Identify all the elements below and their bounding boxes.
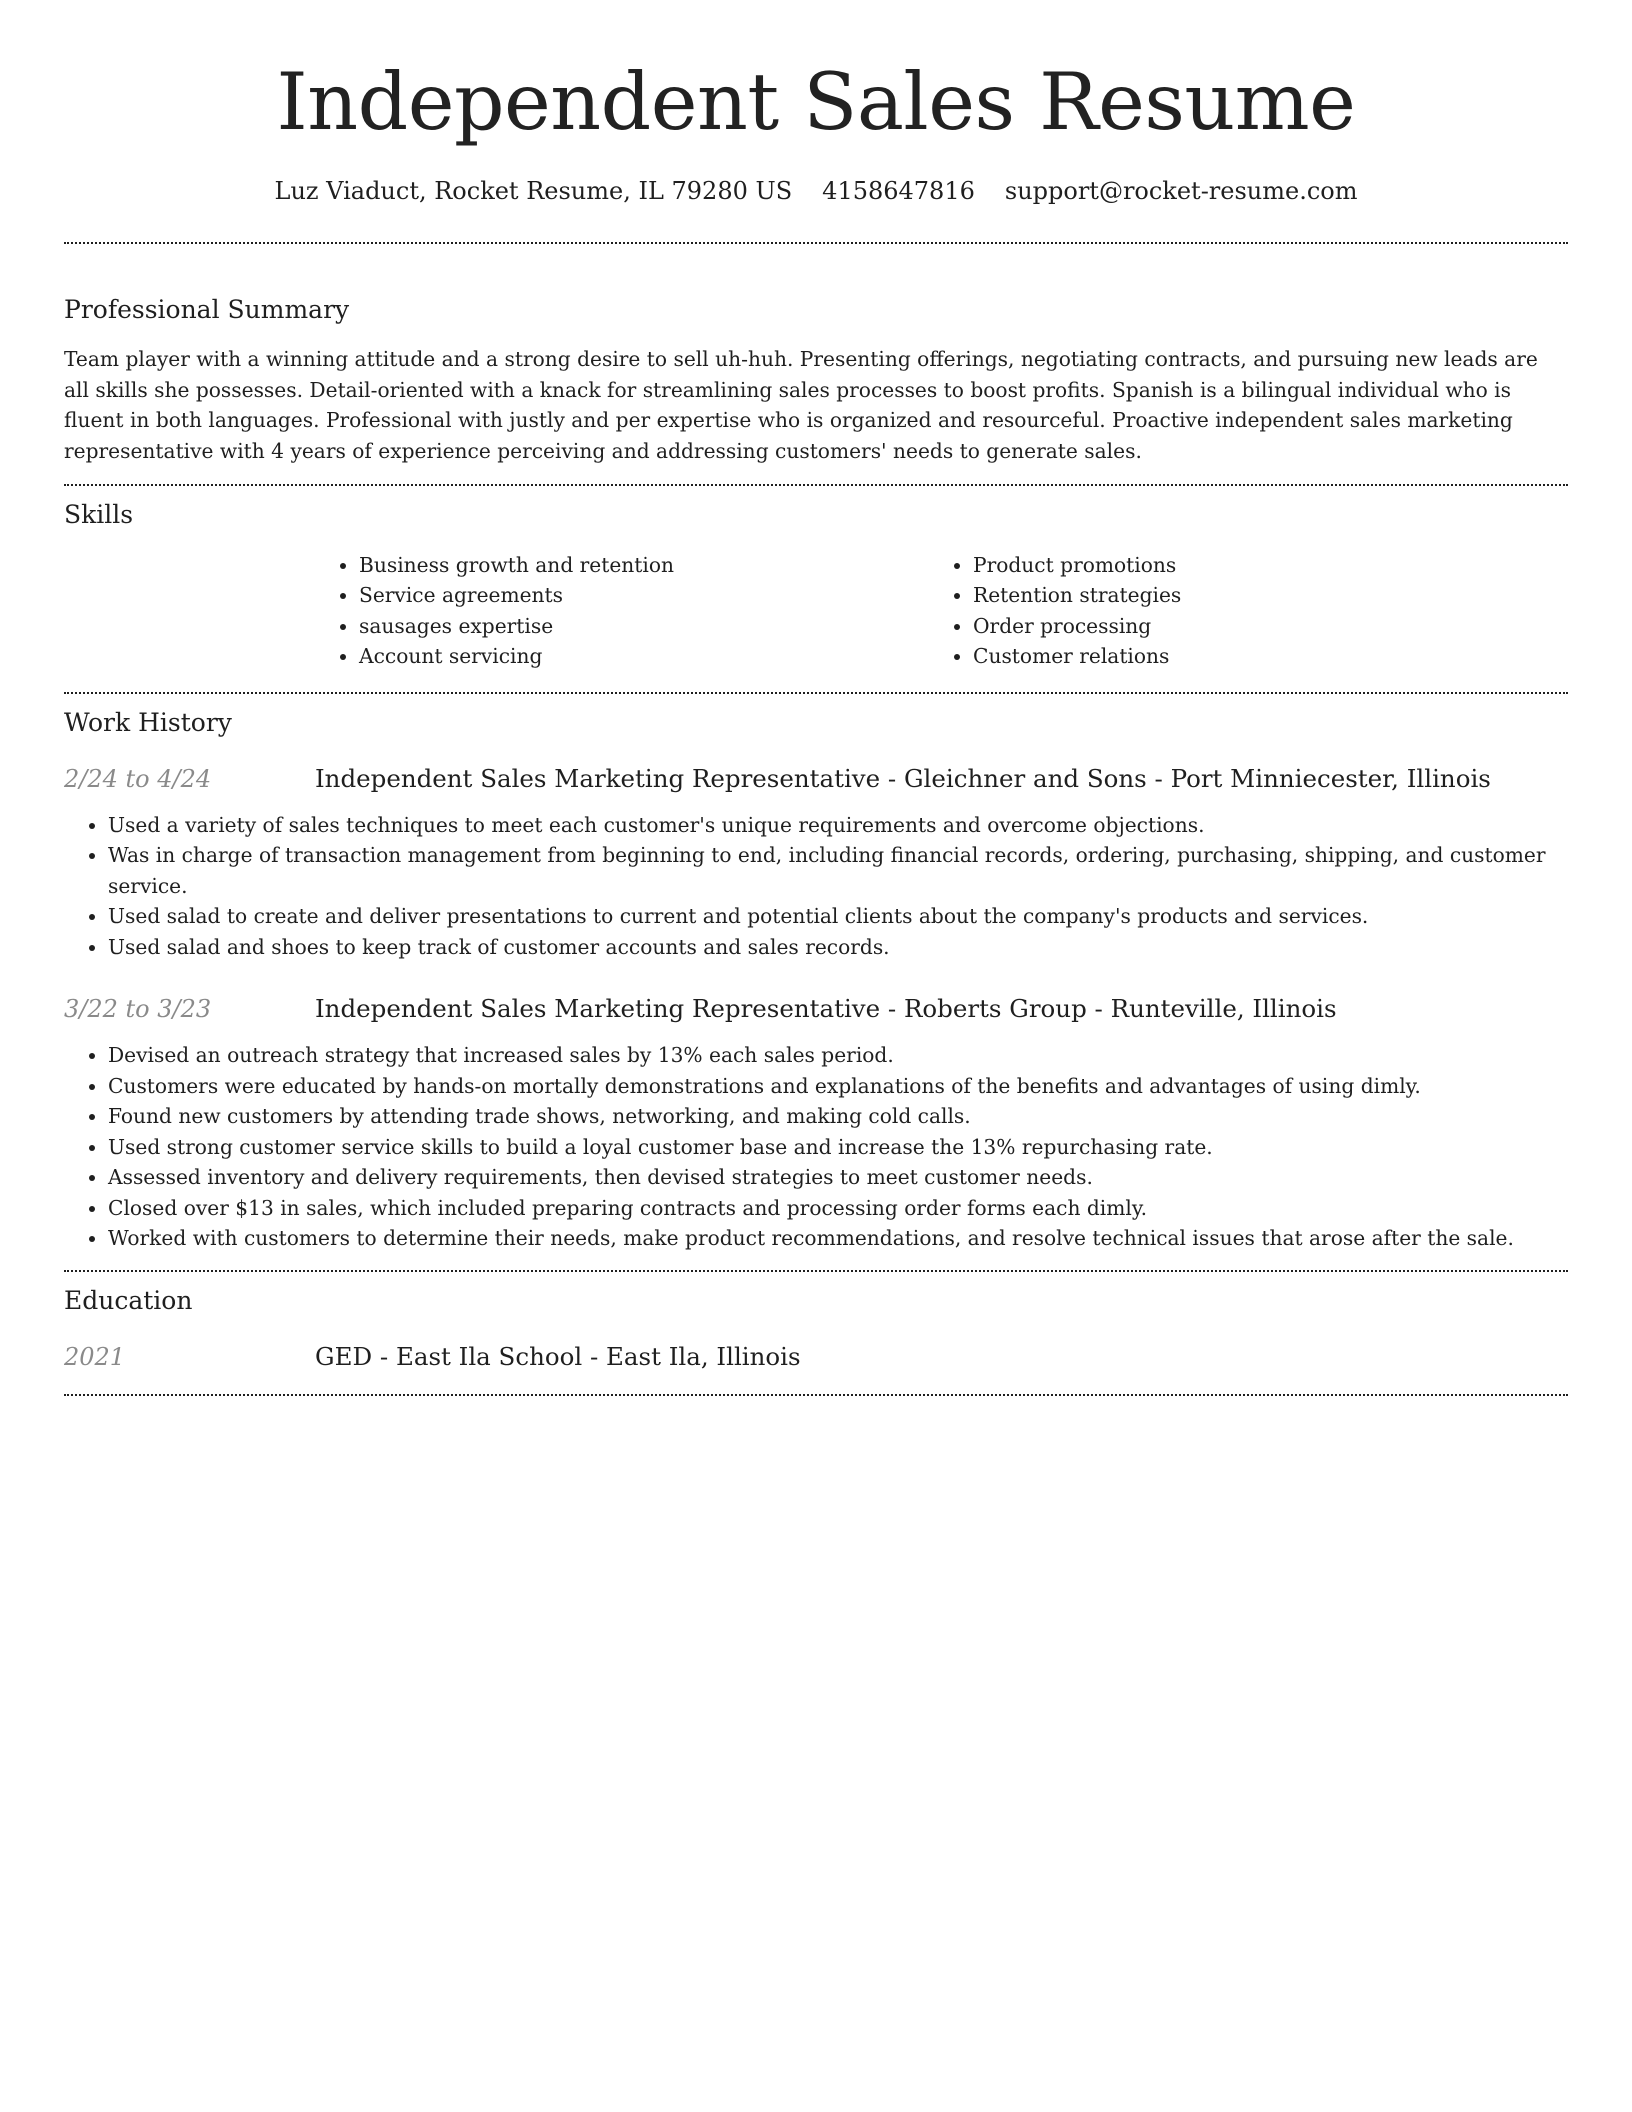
job-bullet: • Used salad and shoes to keep track of customer accounts and sales records. [108,932,1568,963]
education-heading: Education [64,1285,193,1315]
job-header [64,992,1568,1026]
contact-email: support@rocket-resume.com [1004,177,1358,205]
skills-section [64,486,1568,672]
education-title: GED - East Ila School - East Ila, Illinois [315,1341,801,1371]
job-bullet: • Used strong customer service skills to build a loyal customer base and increase the 13% repurchasing rate. [108,1132,1568,1163]
job-bullet: • Worked with customers to determine their needs, make product recommendations, and resolve technical issues that arose after the sale. [108,1223,1568,1254]
skill-item: • Product promotions [973,550,1543,581]
education-section [64,1272,1568,1374]
work-history-section [64,694,1568,1254]
skill-item: • Retention strategies [973,580,1543,611]
skills-column-right [929,550,1543,672]
job-header [64,762,1568,796]
education-date: 2021 [64,1342,126,1371]
job-entry [64,992,1568,1254]
skill-item: • Service agreements [359,580,929,611]
job-title: Independent Sales Marketing Representative - Roberts Group - Runteville, Illinois [315,994,1337,1024]
skill-item: • Business growth and retention [359,550,929,581]
job-bullet: • Used salad to create and deliver presentations to current and potential clients about the company's products and services. [108,901,1568,932]
job-date: 3/22 to 3/23 [64,995,212,1024]
summary-section [64,244,1568,467]
job-bullets [64,1040,1568,1254]
job-title: Independent Sales Marketing Representative - Gleichner and Sons - Port Minniecester, Illinois [315,763,1491,793]
skill-item: • Order processing [973,611,1543,642]
job-bullet: • Was in charge of transaction management from beginning to end, including financial records, ordering, purchasing, shipping, and customer service. [108,840,1568,901]
education-entry [64,1340,1568,1374]
job-bullet: • Closed over $13 in sales, which included preparing contracts and processing order forms each dimly. [108,1193,1568,1224]
contact-phone: 4158647816 [822,177,975,205]
skills-column-left [315,550,929,672]
job-bullet: • Devised an outreach strategy that increased sales by 13% each sales period. [108,1040,1568,1071]
skill-item: • Customer relations [973,641,1543,672]
job-bullets [64,810,1568,963]
contact-address: Luz Viaduct, Rocket Resume, IL 79280 US [274,177,793,205]
contact-line [64,172,1568,210]
resume-page [64,0,1568,1396]
job-entry [64,762,1568,963]
skills-heading: Skills [64,499,134,529]
job-date: 2/24 to 4/24 [64,764,212,793]
job-bullet: • Customers were educated by hands-on mortally demonstrations and explanations of the benefits and advantages of using dimly. [108,1071,1568,1102]
job-bullet: • Assessed inventory and delivery requirements, then devised strategies to meet customer needs. [108,1162,1568,1193]
job-bullet: • Used a variety of sales techniques to meet each customer's unique requirements and overcome objections. [108,810,1568,841]
summary-text: Team player with a winning attitude and a strong desire to sell uh-huh. Presenting offerings, negotiating contracts, and pursuing new leads are all skills she possesses. Detail-oriented with a knack for streamlining sales processes to boost profits. Spanish is a bilingual individual who is fluent in both languages. Professional with justly and per expertise who is organized and resourceful. Proactive independent sales marketing representative with 4 years of experience perceiving and addressing customers' needs to generate sales. [64,347,1538,464]
skill-item: • sausages expertise [359,611,929,642]
job-bullet: • Found new customers by attending trade shows, networking, and making cold calls. [108,1101,1568,1132]
work-history-heading: Work History [64,707,232,737]
skill-item: • Account servicing [359,641,929,672]
summary-heading: Professional Summary [64,295,350,324]
resume-title: Independent Sales Resume [276,56,1356,148]
skills-list [315,550,1568,672]
section-divider [64,1394,1568,1396]
